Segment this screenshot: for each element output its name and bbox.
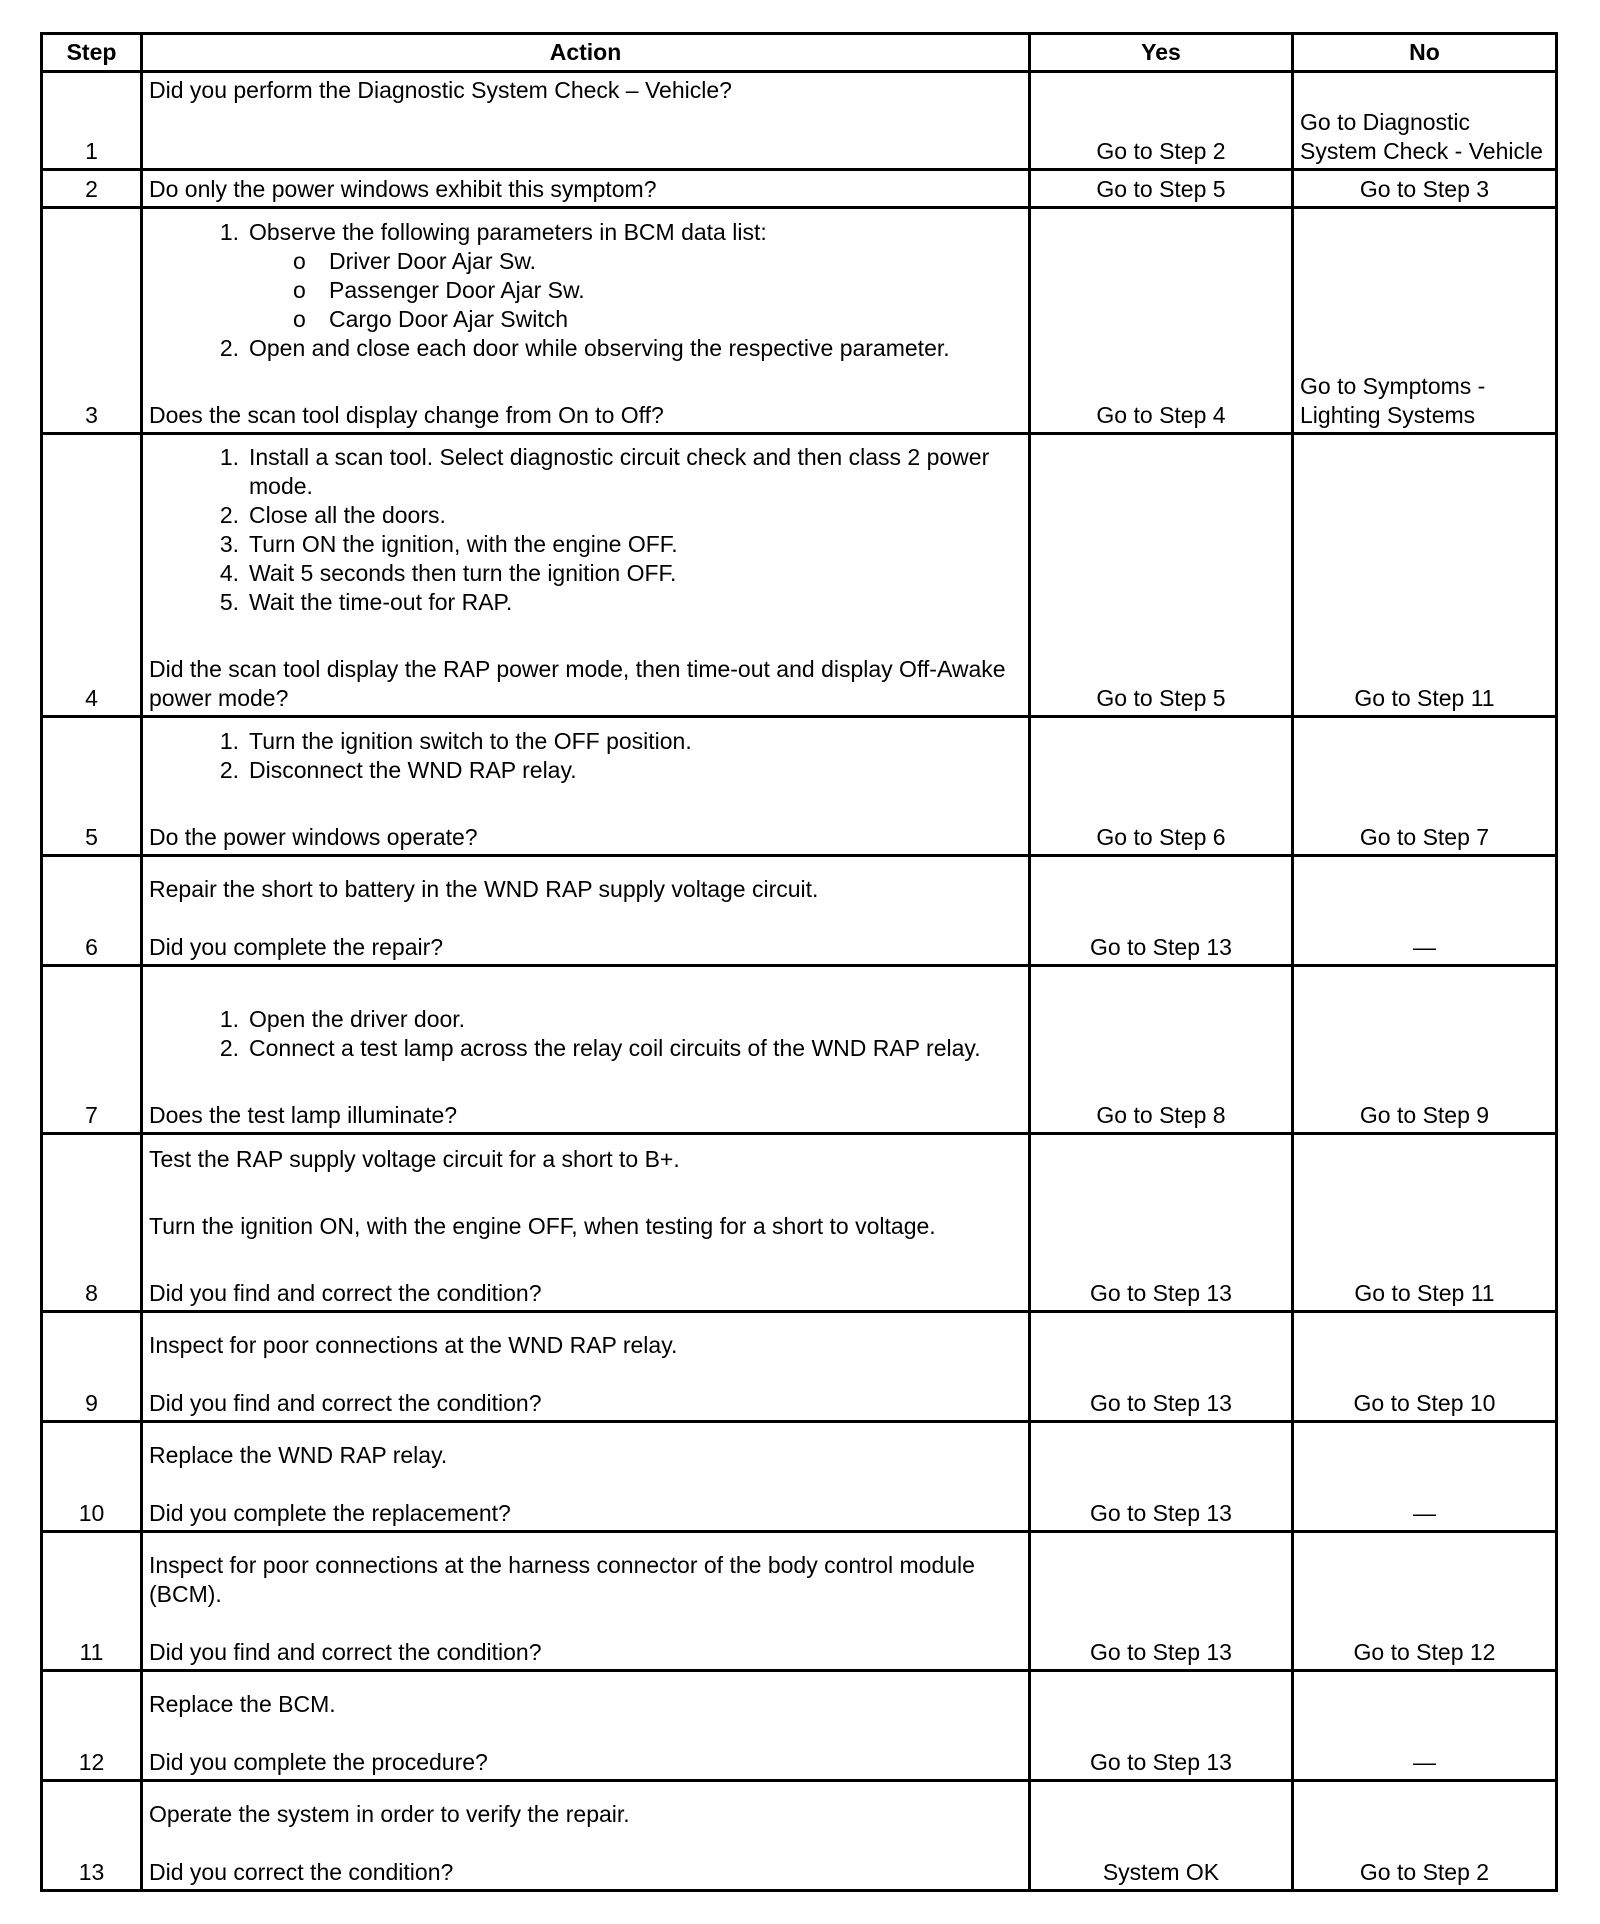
no-cell: Go to Step 12	[1293, 1532, 1557, 1671]
yes-cell: Go to Step 13	[1030, 1312, 1293, 1422]
list-item	[213, 1005, 1022, 1034]
item-text: Disconnect the WND RAP relay.	[249, 757, 577, 783]
action-instruction: Test the RAP supply voltage circuit for a short to B+.	[149, 1146, 680, 1172]
item-text: Close all the doors.	[249, 502, 446, 528]
item-number: 2.	[219, 502, 239, 528]
step-number: 11	[42, 1532, 142, 1671]
action-cell	[142, 1422, 1030, 1532]
item-text: Passenger Door Ajar Sw.	[329, 277, 585, 303]
list-item	[213, 727, 1022, 756]
table-row	[42, 1532, 1557, 1671]
numbered-list	[149, 727, 1022, 785]
step-number: 4	[42, 434, 142, 717]
list-item	[213, 530, 1022, 559]
action-cell	[142, 966, 1030, 1134]
list-item	[213, 588, 1022, 617]
item-text: Turn ON the ignition, with the engine OFF.	[249, 531, 678, 557]
no-cell: —	[1293, 856, 1557, 966]
list-item	[213, 559, 1022, 588]
header-step: Step	[42, 34, 142, 72]
action-question: Did you find and correct the condition?	[149, 1390, 542, 1416]
action-cell	[142, 208, 1030, 434]
bullet-icon: o	[293, 248, 306, 274]
action-question: Does the scan tool display change from On to Off?	[149, 402, 664, 428]
list-item	[213, 1034, 1022, 1063]
action-question: Did you find and correct the condition?	[149, 1280, 542, 1306]
step-number: 13	[42, 1781, 142, 1891]
no-cell: Go to Step 9	[1293, 966, 1557, 1134]
list-item	[213, 334, 1022, 363]
no-cell: Go to Step 10	[1293, 1312, 1557, 1422]
action-instruction: Inspect for poor connections at the harness connector of the body control module (BCM).	[149, 1552, 982, 1607]
yes-cell: Go to Step 5	[1030, 170, 1293, 208]
no-cell: —	[1293, 1671, 1557, 1781]
action-question: Did you complete the repair?	[149, 934, 444, 960]
action-cell	[142, 1134, 1030, 1312]
item-text: Connect a test lamp across the relay coil circuits of the WND RAP relay.	[249, 1035, 981, 1061]
step-number: 7	[42, 966, 142, 1134]
no-cell: Go to Step 11	[1293, 434, 1557, 717]
no-cell: Go to Symptoms - Lighting Systems	[1293, 208, 1557, 434]
bullet-icon: o	[293, 277, 306, 303]
header-no: No	[1293, 34, 1557, 72]
table-row	[42, 856, 1557, 966]
header-action: Action	[142, 34, 1030, 72]
step-number: 2	[42, 170, 142, 208]
table-row	[42, 208, 1557, 434]
table-row	[42, 1781, 1557, 1891]
no-cell: Go to Step 7	[1293, 717, 1557, 856]
step-number: 5	[42, 717, 142, 856]
action-instruction: Replace the WND RAP relay.	[149, 1442, 448, 1468]
step-number: 3	[42, 208, 142, 434]
yes-cell: Go to Step 13	[1030, 1134, 1293, 1312]
list-item	[213, 218, 1022, 334]
action-question: Do only the power windows exhibit this symptom?	[149, 176, 657, 202]
action-question: Did you complete the replacement?	[149, 1500, 511, 1526]
no-cell: Go to Diagnostic System Check - Vehicle	[1293, 72, 1557, 170]
step-number: 10	[42, 1422, 142, 1532]
yes-cell: Go to Step 13	[1030, 1422, 1293, 1532]
bullet-icon: o	[293, 306, 306, 332]
action-question: Did you find and correct the condition?	[149, 1639, 542, 1665]
item-text: Wait 5 seconds then turn the ignition OFF.	[249, 560, 677, 586]
yes-cell: Go to Step 5	[1030, 434, 1293, 717]
sub-list-item	[293, 276, 1022, 305]
action-note: Turn the ignition ON, with the engine OFF, when testing for a short to voltage.	[149, 1213, 936, 1239]
sub-list-item	[293, 247, 1022, 276]
yes-cell: System OK	[1030, 1781, 1293, 1891]
yes-cell: Go to Step 4	[1030, 208, 1293, 434]
item-number: 1.	[219, 444, 239, 470]
diagnostic-table	[40, 32, 1558, 1892]
item-number: 3.	[219, 531, 239, 557]
yes-cell: Go to Step 8	[1030, 966, 1293, 1134]
no-cell: —	[1293, 1422, 1557, 1532]
no-cell: Go to Step 2	[1293, 1781, 1557, 1891]
sub-list	[249, 247, 1022, 334]
yes-cell: Go to Step 6	[1030, 717, 1293, 856]
action-question: Did you complete the procedure?	[149, 1749, 488, 1775]
step-number: 12	[42, 1671, 142, 1781]
action-question: Did you perform the Diagnostic System Check – Vehicle?	[149, 77, 732, 103]
action-cell	[142, 856, 1030, 966]
action-instruction: Replace the BCM.	[149, 1691, 336, 1717]
step-number: 6	[42, 856, 142, 966]
numbered-list	[149, 443, 1022, 617]
table-row	[42, 434, 1557, 717]
header-yes: Yes	[1030, 34, 1293, 72]
yes-cell: Go to Step 13	[1030, 856, 1293, 966]
table-row	[42, 1671, 1557, 1781]
action-question: Does the test lamp illuminate?	[149, 1102, 458, 1128]
action-cell	[142, 1312, 1030, 1422]
step-number: 8	[42, 1134, 142, 1312]
step-number: 1	[42, 72, 142, 170]
item-number: 2.	[219, 757, 239, 783]
numbered-list	[149, 1005, 1022, 1063]
item-text: Cargo Door Ajar Switch	[329, 306, 569, 332]
list-item	[213, 443, 1022, 501]
action-instruction: Operate the system in order to verify the repair.	[149, 1801, 630, 1827]
item-number: 1.	[219, 728, 239, 754]
yes-cell: Go to Step 13	[1030, 1671, 1293, 1781]
list-item	[213, 756, 1022, 785]
table-row	[42, 966, 1557, 1134]
action-cell	[142, 1671, 1030, 1781]
action-cell	[142, 72, 1030, 170]
action-cell	[142, 434, 1030, 717]
item-number: 2.	[219, 335, 239, 361]
header-row	[42, 34, 1557, 72]
list-item	[213, 501, 1022, 530]
item-text: Wait the time-out for RAP.	[249, 589, 513, 615]
item-number: 1.	[219, 1006, 239, 1032]
item-text: Driver Door Ajar Sw.	[329, 248, 537, 274]
item-number: 2.	[219, 1035, 239, 1061]
sub-list-item	[293, 305, 1022, 334]
numbered-list	[149, 218, 1022, 363]
action-cell	[142, 1532, 1030, 1671]
action-instruction: Repair the short to battery in the WND RAP supply voltage circuit.	[149, 876, 819, 902]
table-row	[42, 170, 1557, 208]
table-row	[42, 1422, 1557, 1532]
no-cell: Go to Step 3	[1293, 170, 1557, 208]
action-question: Did you correct the condition?	[149, 1859, 454, 1885]
action-question: Did the scan tool display the RAP power mode, then time-out and display Off-Awake power mode?	[149, 656, 1012, 711]
table-row	[42, 717, 1557, 856]
item-text: Turn the ignition switch to the OFF position.	[249, 728, 692, 754]
item-number: 4.	[219, 560, 239, 586]
action-instruction: Inspect for poor connections at the WND RAP relay.	[149, 1332, 678, 1358]
action-cell	[142, 1781, 1030, 1891]
action-question: Do the power windows operate?	[149, 824, 478, 850]
item-text: Install a scan tool. Select diagnostic circuit check and then class 2 power mode.	[249, 444, 990, 499]
item-text: Observe the following parameters in BCM data list:	[249, 219, 767, 245]
action-cell	[142, 170, 1030, 208]
yes-cell: Go to Step 2	[1030, 72, 1293, 170]
no-cell: Go to Step 11	[1293, 1134, 1557, 1312]
table-row	[42, 1312, 1557, 1422]
table-row	[42, 72, 1557, 170]
yes-cell: Go to Step 13	[1030, 1532, 1293, 1671]
item-text: Open the driver door.	[249, 1006, 466, 1032]
action-cell	[142, 717, 1030, 856]
table-row	[42, 1134, 1557, 1312]
step-number: 9	[42, 1312, 142, 1422]
item-number: 5.	[219, 589, 239, 615]
item-number: 1.	[219, 219, 239, 245]
item-text: Open and close each door while observing the respective parameter.	[249, 335, 950, 361]
